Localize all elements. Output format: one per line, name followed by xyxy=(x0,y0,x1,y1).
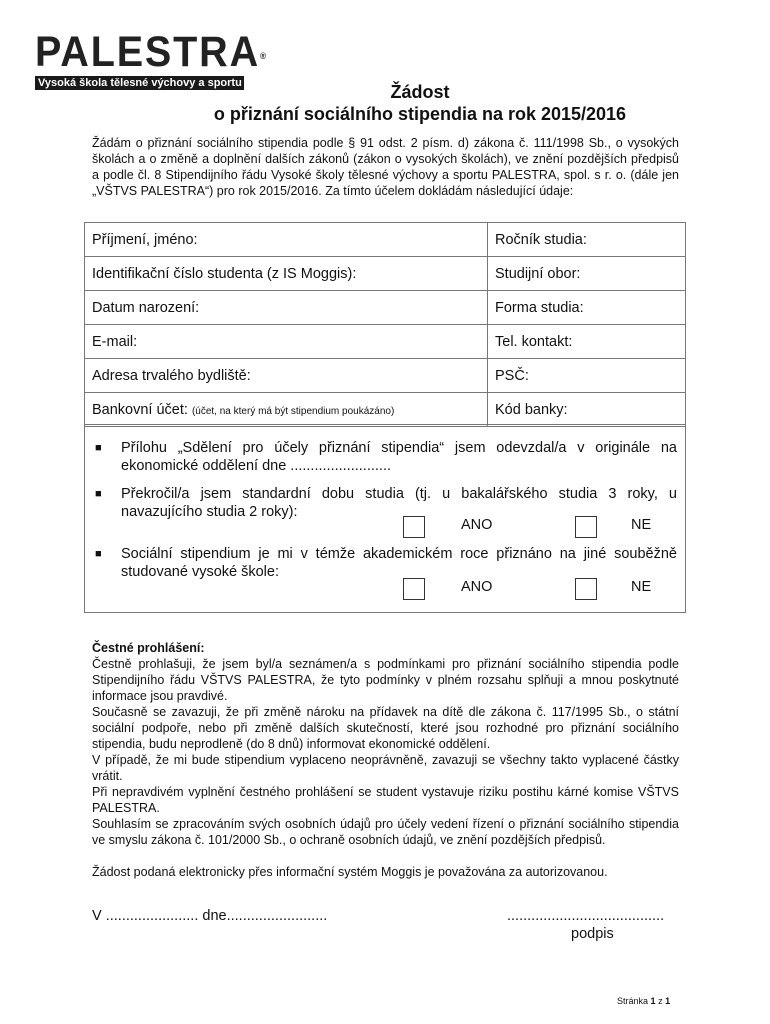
document-subtitle: o přiznání sociálního stipendia na rok 2015/2016 xyxy=(213,104,627,124)
table-row xyxy=(85,359,686,393)
honest-declaration xyxy=(92,640,679,880)
field-bank-account[interactable] xyxy=(85,393,488,427)
label-other-school-yes: ANO xyxy=(461,579,493,595)
signature-line[interactable]: ....................................... xyxy=(507,908,665,924)
question-text: Sociální stipendium je mi v témže akademickém roce přiznáno na jiné souběžně studované vysoké škole: xyxy=(121,546,677,580)
intro-paragraph: Žádám o přiznání sociálního stipendia podle § 91 odst. 2 písm. d) zákona č. 111/1998 Sb., o vysokých školách a o změně a doplnění dalších zákonů (zákon o vysokých školách), ve znění pozdějších předpisů a podle čl. 8 Stipendijního řádu Vysoké školy tělesné výchovy a sportu PALESTRA, spol. s r. o. (dále jen „VŠTVS PALESTRA“) pro rok 2015/2016. Za tímto účelem dokládám následující údaje: xyxy=(92,136,679,198)
field-phone[interactable]: Tel. kontakt: xyxy=(488,325,686,359)
checkbox-other-school-yes[interactable] xyxy=(403,578,425,600)
table-row xyxy=(85,223,686,257)
bullet-icon: ■ xyxy=(95,442,102,454)
questions-box xyxy=(84,424,686,613)
field-study-form[interactable]: Forma studia: xyxy=(488,291,686,325)
declaration-paragraph: Souhlasím se zpracováním svých osobních údajů pro účely vedení řízení o přiznání sociálního stipendia ve smyslu zákona č. 101/2000 Sb., o ochraně osobních údajů, ve znění pozdějších předpisů. xyxy=(92,817,679,847)
checkbox-duration-no[interactable] xyxy=(575,516,597,538)
field-address[interactable]: Adresa trvalého bydliště: xyxy=(85,359,488,393)
field-student-id[interactable]: Identifikační číslo studenta (z IS Moggis): xyxy=(85,257,488,291)
question-other-school xyxy=(95,545,677,581)
checkbox-duration-yes[interactable] xyxy=(403,516,425,538)
declaration-paragraph: Při nepravdivém vyplnění čestného prohlášení se student vystavuje riziku postihu kárné komise VŠTVS PALESTRA. xyxy=(92,785,679,815)
field-year[interactable]: Ročník studia: xyxy=(488,223,686,257)
label-other-school-no: NE xyxy=(631,579,652,595)
table-row xyxy=(85,325,686,359)
bullet-icon: ■ xyxy=(95,548,102,560)
document-title: Žádost xyxy=(390,82,450,102)
place-date-field[interactable]: V ....................... dne......................... xyxy=(92,908,328,924)
field-name[interactable]: Příjmení, jméno: xyxy=(85,223,488,257)
checkbox-other-school-no[interactable] xyxy=(575,578,597,600)
question-attachment xyxy=(95,439,677,475)
declaration-heading: Čestné prohlášení: xyxy=(92,641,205,655)
electronic-note: Žádost podaná elektronicky přes informační systém Moggis je považována za autorizovanou. xyxy=(92,865,608,879)
field-email[interactable]: E-mail: xyxy=(85,325,488,359)
declaration-paragraph: Čestně prohlašuji, že jsem byl/a seznámen/a s podmínkami pro přiznání sociálního stipendia podle Stipendijního řádu VŠTVS PALESTRA, že tyto podmínky v plném rozsahu splňuji a mnou poskytnuté informace jsou pravdivé. xyxy=(92,657,679,703)
label-duration-no: NE xyxy=(631,517,652,533)
field-bank-account-label: Bankovní účet: xyxy=(92,401,188,418)
field-postcode[interactable]: PSČ: xyxy=(488,359,686,393)
logo-wordmark: PALESTRA® xyxy=(35,28,268,76)
field-birth-date[interactable]: Datum narození: xyxy=(85,291,488,325)
logo xyxy=(35,28,268,90)
question-text: Překročil/a jsem standardní dobu studia (tj. u bakalářského studia 3 roky, u navazujícího studia 2 roky): xyxy=(121,486,677,520)
bullet-icon: ■ xyxy=(95,488,102,500)
applicant-details-table xyxy=(84,222,686,427)
field-bank-code[interactable]: Kód banky: xyxy=(488,393,686,427)
table-row xyxy=(85,291,686,325)
table-row xyxy=(85,393,686,427)
question-text: Přílohu „Sdělení pro účely přiznání stipendia“ jsem odevzdal/a v originále na ekonomické oddělení dne ......................... xyxy=(121,440,677,474)
logo-subtitle: Vysoká škola tělesné výchovy a sportu xyxy=(35,76,244,90)
field-study-program[interactable]: Studijní obor: xyxy=(488,257,686,291)
declaration-paragraph: V případě, že mi bude stipendium vyplaceno neoprávněně, zavazuji se všechny takto vyplacené částky vrátit. xyxy=(92,753,679,783)
table-row xyxy=(85,257,686,291)
declaration-paragraph: Současně se zavazuji, že při změně nároku na přídavek na dítě dle zákona č. 117/1995 Sb., o státní sociální podpoře, nebo při změně dalších skutečností, které jsou rozhodné pro přiznání sociálního stipendia, budu neprodleně (do 8 dnů) informovat ekonomické oddělení. xyxy=(92,705,679,751)
page-number: Stránka 1 z 1 xyxy=(617,996,671,1006)
label-duration-yes: ANO xyxy=(461,517,493,533)
field-bank-account-note: (účet, na který má být stipendium poukázáno) xyxy=(191,405,395,417)
signature-label: podpis xyxy=(571,926,614,942)
